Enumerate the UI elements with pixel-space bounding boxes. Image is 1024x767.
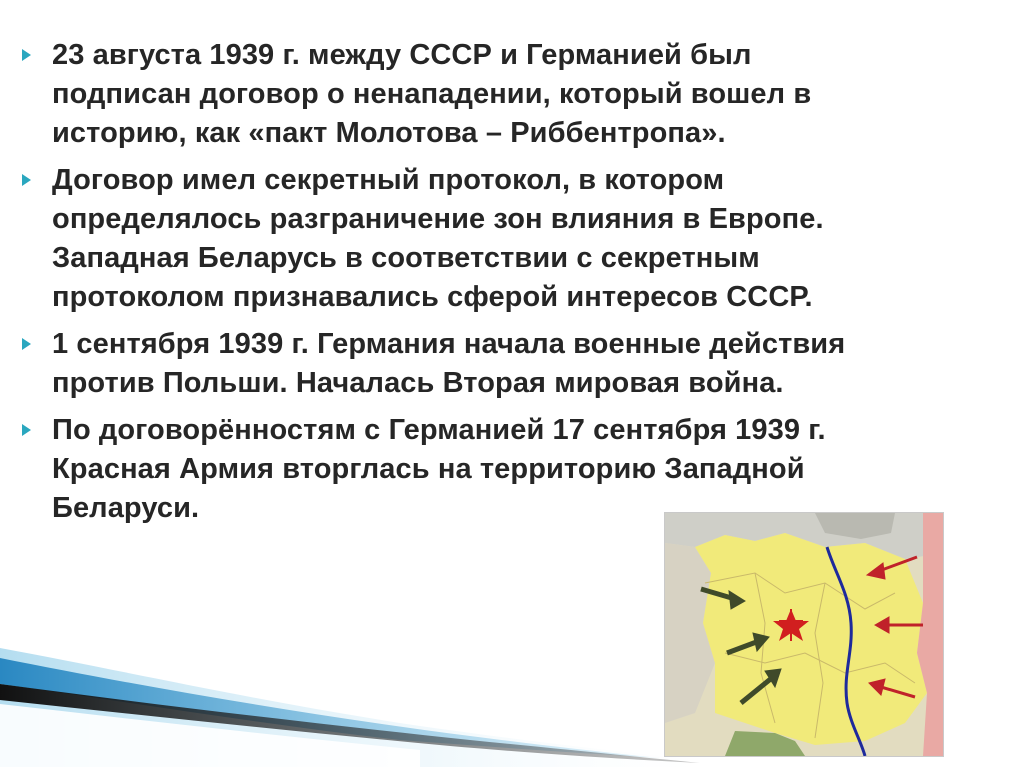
bullet-item bbox=[22, 161, 1012, 317]
bullet-line: подписан договор о ненападении, который вошел в bbox=[52, 78, 812, 110]
bullet-item bbox=[22, 36, 1012, 153]
bullet-line: Договор имел секретный протокол, в котором bbox=[52, 164, 725, 196]
bullet-list bbox=[22, 36, 1012, 536]
bullet-triangle-icon bbox=[22, 49, 31, 61]
bullet-line: Западная Беларусь в соответствии с секретным bbox=[52, 242, 760, 274]
bullet-line: протоколом признавались сферой интересов СССР. bbox=[52, 281, 813, 313]
bullet-line: Беларуси. bbox=[52, 492, 200, 524]
bullet-line: По договорённостям с Германией 17 сентября 1939 г. bbox=[52, 414, 826, 446]
bullet-line: 1 сентября 1939 г. Германия начала военные действия bbox=[52, 328, 846, 360]
map-image bbox=[664, 512, 944, 757]
bullet-triangle-icon bbox=[22, 174, 31, 186]
bullet-line: историю, как «пакт Молотова – Риббентропа». bbox=[52, 117, 726, 149]
bullet-triangle-icon bbox=[22, 424, 31, 436]
bullet-item bbox=[22, 411, 1012, 528]
bullet-item bbox=[22, 325, 1012, 403]
bullet-triangle-icon bbox=[22, 338, 31, 350]
bullet-line: Красная Армия вторглась на территорию Западной bbox=[52, 453, 805, 485]
bullet-line: против Польши. Началась Вторая мировая война. bbox=[52, 367, 784, 399]
bullet-line: определялось разграничение зон влияния в Европе. bbox=[52, 203, 824, 235]
map-illustration bbox=[665, 513, 943, 756]
bullet-line: 23 августа 1939 г. между СССР и Германией был bbox=[52, 39, 752, 71]
